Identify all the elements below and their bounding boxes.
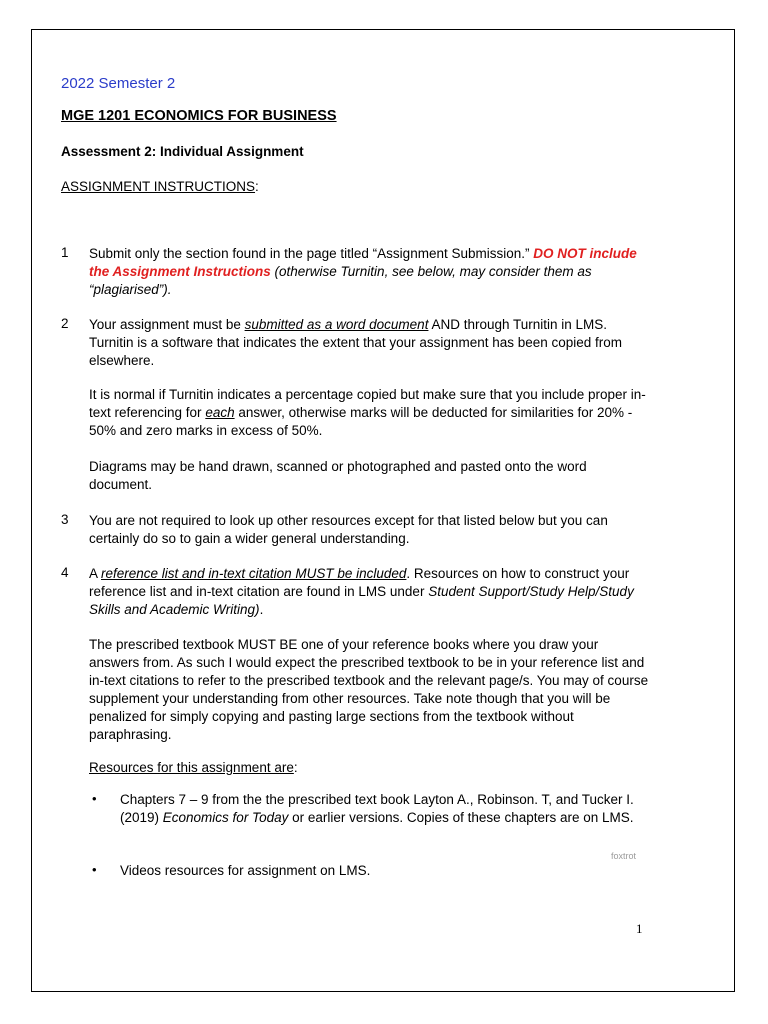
resources-heading-text: Resources for this assignment are	[89, 760, 294, 775]
instructions-heading-colon: :	[255, 179, 259, 194]
page-border	[31, 29, 735, 992]
resources-heading	[89, 759, 649, 777]
bullet-1-icon: •	[92, 791, 97, 806]
item-4-part-a: A	[89, 566, 102, 581]
semester-label: 2022 Semester 2	[61, 75, 176, 92]
course-title-text: MGE 1201 ECONOMICS FOR BUSINESS	[61, 108, 337, 124]
item-4-paragraph-2: The prescribed textbook MUST BE one of your reference books where you draw your answers from. As such I would expect the prescribed textbook to be in your reference list and in-text citations to refer to the prescribed textbook and the relevant page/s. You may of course supplement your understanding from other resources. Take note though that you will be penalized for simply copying and pasting large sections from the textbook without paraphrasing.	[89, 637, 649, 742]
resource-1-part-a: Chapters 7 – 9 from the the prescribed text book Layton A., Robinson. T, and Tucker I. (2019)	[120, 792, 634, 825]
item-3-number: 3	[61, 512, 69, 527]
item-1-part-c: (otherwise Turnitin, see below, may consider them as “plagiarised”).	[89, 264, 592, 297]
item-4-part-e: .	[259, 602, 264, 617]
item-1-part-a: Submit only the section found in the page titled “Assignment Submission.”	[89, 246, 534, 261]
item-2-text	[89, 316, 649, 370]
item-4-part-c: . Resources on how to construct your reference list and in-text citation are found in LMS under	[89, 566, 630, 599]
instructions-heading-text: ASSIGNMENT INSTRUCTIONS	[61, 179, 256, 194]
item-4-emphasis: reference list and in-text citation MUST be included	[101, 566, 407, 581]
item-2-emphasis: submitted as a word document	[244, 317, 429, 332]
item-4-lms-path: Student Support/Study Help/Study Skills and Academic Writing)	[89, 584, 634, 617]
resource-item-2: Videos resources for assignment on LMS.	[120, 863, 371, 878]
item-2-paragraph-3: Diagrams may be hand drawn, scanned or photographed and pasted onto the word document.	[89, 459, 587, 492]
item-2-part-a: Your assignment must be	[89, 317, 245, 332]
assessment-title: Assessment 2: Individual Assignment	[61, 144, 304, 159]
item-2-p2-c: answer, otherwise marks will be deducted for similarities for 20% - 50% and zero marks in excess of 50%.	[89, 405, 633, 438]
item-2-part-c: AND through Turnitin in LMS. Turnitin is a software that indicates the extent that your assignment has been copied from elsewhere.	[89, 317, 623, 368]
resources-heading-colon: :	[293, 760, 298, 775]
bullet-2-icon: •	[92, 862, 97, 877]
resource-1-book-title: Economics for Today	[162, 810, 289, 825]
course-title	[61, 108, 337, 124]
item-2-paragraph-2	[89, 386, 649, 440]
resource-item-1	[120, 791, 640, 827]
item-1-text	[89, 245, 649, 299]
watermark: foxtrot	[611, 851, 637, 861]
page-number: 1	[636, 921, 643, 936]
item-2-p2-a: It is normal if Turnitin indicates a percentage copied but make sure that you include proper in-text referencing for	[89, 387, 646, 420]
resource-1-part-c: or earlier versions. Copies of these chapters are on LMS.	[288, 810, 634, 825]
item-3-text: You are not required to look up other resources except for that listed below but you can certainly do so to gain a wider general understanding.	[89, 513, 608, 546]
item-4-text	[89, 565, 649, 619]
item-4-number: 4	[61, 565, 69, 580]
item-1-number: 1	[61, 245, 69, 260]
item-2-p2-emphasis: each	[205, 405, 235, 420]
instructions-heading	[61, 179, 259, 194]
item-1-warning: DO NOT include the Assignment Instructions	[89, 246, 637, 279]
item-2-number: 2	[61, 316, 69, 331]
